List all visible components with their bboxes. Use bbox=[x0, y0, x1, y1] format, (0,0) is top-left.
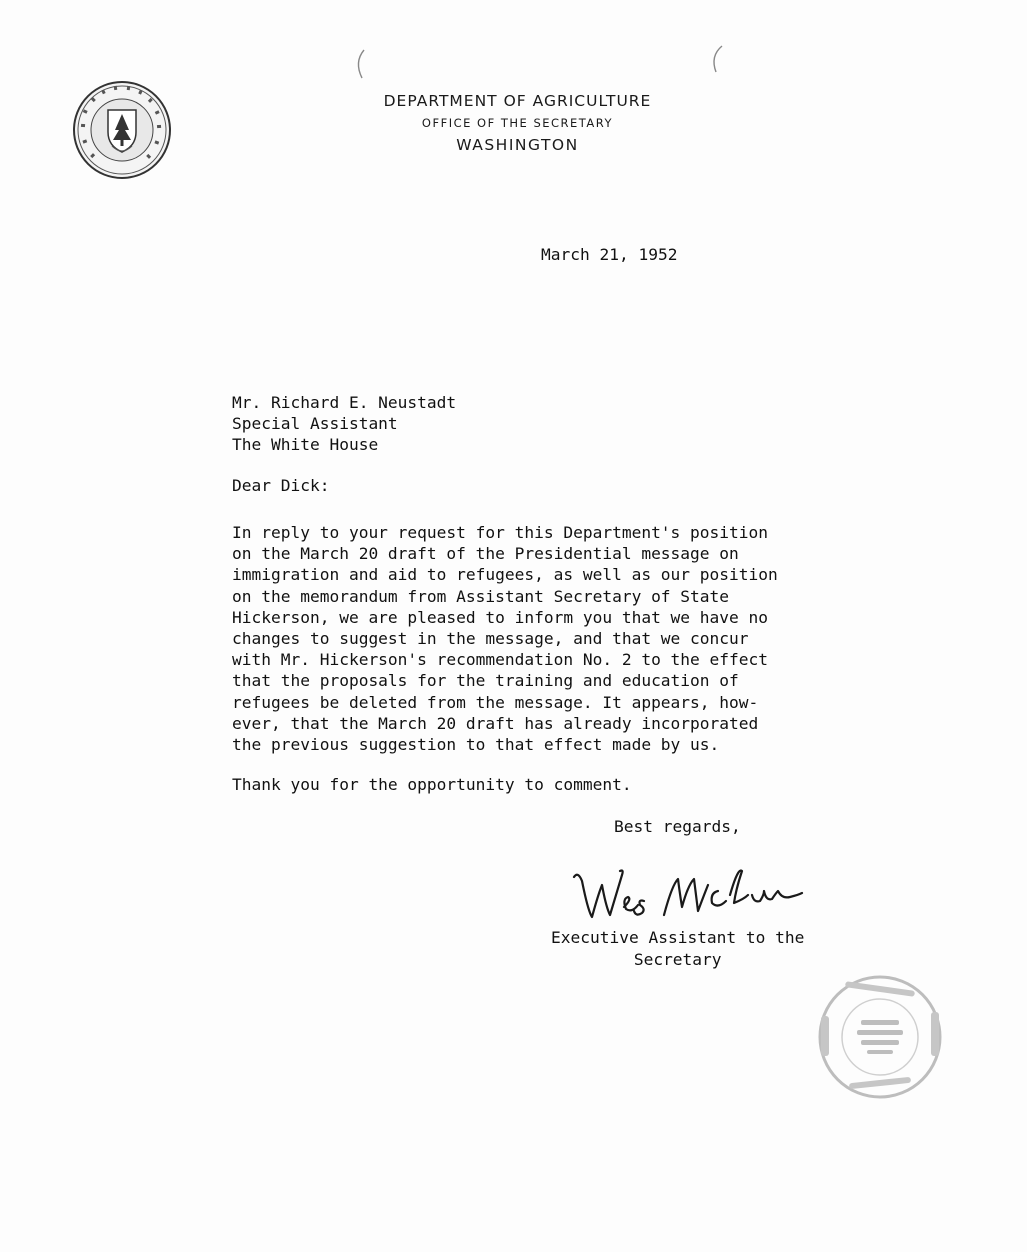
letterhead-department: DEPARTMENT OF AGRICULTURE bbox=[383, 92, 652, 110]
scan-mark-icon bbox=[352, 48, 366, 80]
letterhead bbox=[340, 90, 695, 156]
body-line: Hickerson, we are pleased to inform you that we have no bbox=[232, 607, 769, 627]
body-line: changes to suggest in the message, and that we concur bbox=[232, 629, 749, 649]
body-line: the previous suggestion to that effect made by us. bbox=[232, 735, 720, 755]
scan-mark-icon bbox=[708, 44, 724, 74]
library-archive-stamp-icon bbox=[815, 972, 945, 1102]
recipient-address bbox=[232, 392, 456, 455]
signer-title-line: Secretary bbox=[633, 950, 722, 969]
recipient-title: Special Assistant bbox=[232, 414, 398, 433]
salutation: Dear Dick: bbox=[232, 476, 330, 495]
signer-title bbox=[551, 927, 804, 971]
signer-title-line: Executive Assistant to the bbox=[551, 928, 805, 947]
body-line: with Mr. Hickerson's recommendation No. 2 to the effect bbox=[232, 650, 769, 670]
letter-body bbox=[232, 522, 852, 755]
recipient-name: Mr. Richard E. Neustadt bbox=[232, 393, 457, 412]
body-line: immigration and aid to refugees, as well as our position bbox=[232, 565, 778, 585]
body-line: on the memorandum from Assistant Secretary of State bbox=[232, 586, 730, 606]
closing: Best regards, bbox=[614, 817, 741, 836]
body-line: ever, that the March 20 draft has already incorporated bbox=[232, 713, 759, 733]
usda-seal-icon bbox=[72, 80, 172, 180]
letterhead-city: WASHINGTON bbox=[456, 136, 579, 154]
body-line: refugees be deleted from the message. It appears, how- bbox=[232, 692, 759, 712]
recipient-office: The White House bbox=[232, 435, 379, 454]
letterhead-office: OFFICE OF THE SECRETARY bbox=[421, 116, 614, 130]
body-line: on the March 20 draft of the Presidential message on bbox=[232, 544, 739, 564]
thanks-line: Thank you for the opportunity to comment. bbox=[232, 775, 632, 794]
handwritten-signature-icon bbox=[568, 855, 804, 927]
letter-date: March 21, 1952 bbox=[541, 245, 678, 264]
body-line: In reply to your request for this Department's position bbox=[232, 523, 769, 542]
body-line: that the proposals for the training and education of bbox=[232, 671, 739, 691]
